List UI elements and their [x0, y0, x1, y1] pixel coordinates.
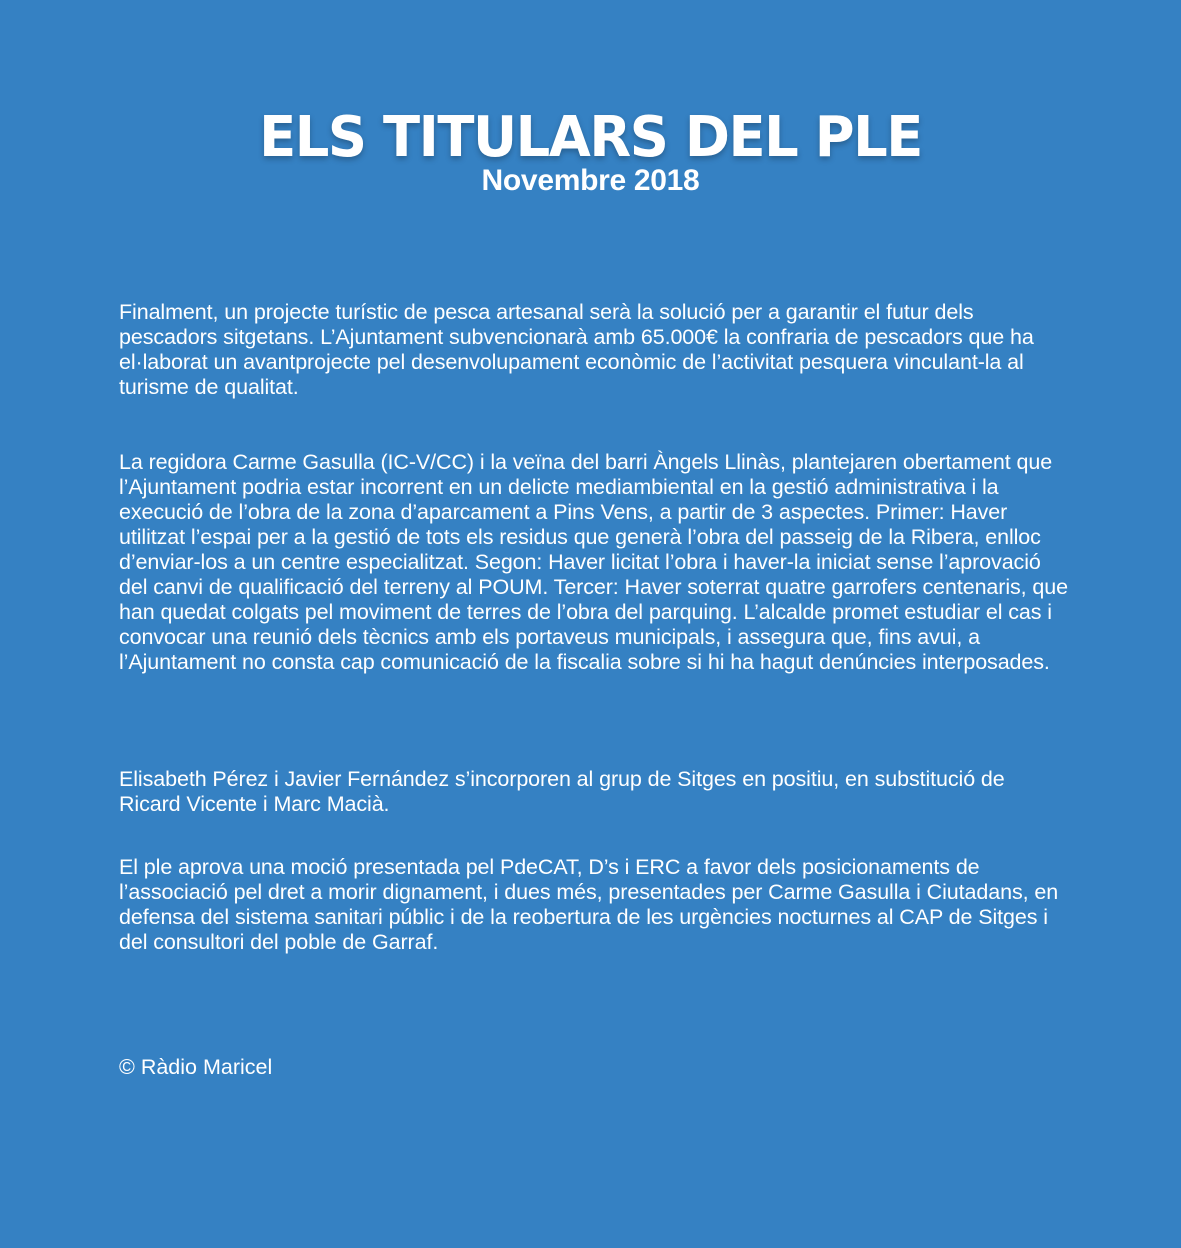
- paragraph-fishing-project: Finalment, un projecte turístic de pesca artesanal serà la solució per a garantir el futur dels pescadors sitgetans. L’Ajuntament subvencionarà amb 65.000€ la confraria de pescadors que ha el·laborat un avantprojecte pel desenvolupament econòmic de l’activitat pesquera vinculant-la al turisme de qualitat.: [119, 300, 1034, 399]
- header: [0, 106, 1181, 198]
- page-title: ELS TITULARS DEL PLE: [259, 105, 922, 170]
- paragraph-new-members: Elisabeth Pérez i Javier Fernández s’incorporen al grup de Sitges en positiu, en substitució de Ricard Vicente i Marc Macià.: [119, 767, 1005, 816]
- paragraph-environmental-crime: La regidora Carme Gasulla (IC-V/CC) i la veïna del barri Àngels Llinàs, plantejaren obertament que l’Ajuntament podria estar incorrent en un delicte mediambiental en la gestió administrativa i la execució de l’obra de la zona d’aparcament a Pins Vens, a partir de 3 aspectes. Primer: Haver utilitzat l’espai per a la gestió de tots els residus que generà l’obra del passeig de la Ribera, enlloc d’enviar-los a un centre especialitzat. Segon: Haver licitat l’obra i haver-la iniciat sense l’aprovació del canvi de qualificació del terreny al POUM. Tercer: Haver soterrat quatre garrofers centenaris, que han quedat colgats pel moviment de terres de l’obra del parquing. L’alcalde promet estudiar el cas i convocar una reunió dels tècnics amb els portaveus municipals, i assegura que, fins avui, a l’Ajuntament no consta cap comunicació de la fiscalia sobre si hi ha hagut denúncies interposades.: [119, 450, 1068, 674]
- copyright-credit: © Ràdio Maricel: [119, 1055, 273, 1079]
- page-subtitle: Novembre 2018: [481, 164, 700, 197]
- paragraph-motions: El ple aprova una moció presentada pel PdeCAT, D’s i ERC a favor dels posicionaments de l’associació pel dret a morir dignament, i dues més, presentades per Carme Gasulla i Ciutadans, en defensa del sistema sanitari públic i de la reobertura de les urgències nocturnes al CAP de Sitges i del consultori del poble de Garraf.: [119, 855, 1059, 954]
